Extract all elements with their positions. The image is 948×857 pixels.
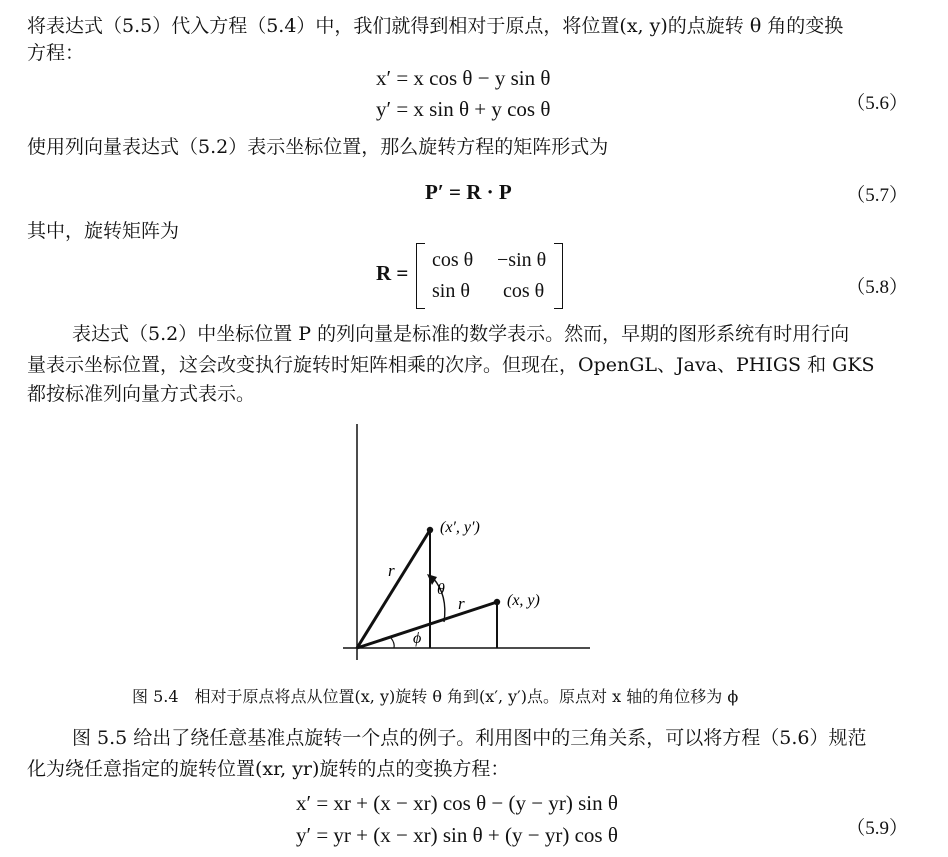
- label-r-original: r: [458, 594, 465, 613]
- paragraph-4-line-1: 表达式（5.2）中坐标位置 P 的列向量是标准的数学表示。然而，早期的图形系统有时用行向: [72, 323, 850, 345]
- matrix-m12: −sin θ: [497, 249, 547, 271]
- matrix-lhs: R =: [376, 261, 409, 285]
- equation-number-5-6: （5.6）: [846, 93, 908, 114]
- matrix-m22: cos θ: [503, 280, 545, 302]
- paragraph-3: 其中，旋转矩阵为: [27, 220, 180, 242]
- paragraph-4-line-2: 量表示坐标位置，这会改变执行旋转时矩阵相乘的次序。但现在，OpenGL、Java、PHIGS 和 GKS: [27, 354, 875, 376]
- paragraph-2: 使用列向量表达式（5.2）表示坐标位置，那么旋转方程的矩阵形式为: [27, 136, 609, 158]
- matrix-m11: cos θ: [432, 249, 474, 271]
- label-rotated-point: (x′, y′): [440, 519, 480, 536]
- phi-arc: [391, 638, 394, 648]
- theta-arrowhead: [427, 574, 437, 585]
- equation-5-6-line-2: y′ = x sin θ + y cos θ: [376, 97, 551, 121]
- paragraph-4-line-3: 都按标准列向量方式表示。: [27, 383, 256, 405]
- paragraph-1-line-2: 方程：: [27, 42, 85, 64]
- equation-number-5-8: （5.8）: [846, 277, 908, 298]
- paragraph-5-line-2: 化为绕任意指定的旋转位置(xr, yr)旋转的点的变换方程：: [27, 758, 510, 780]
- radius-line-original: [357, 602, 497, 648]
- paragraph-1-line-1: 将表达式（5.5）代入方程（5.4）中，我们就得到相对于原点，将位置(x, y)的点旋转 θ 角的变换: [27, 15, 844, 37]
- paragraph-5-line-1: 图 5.5 给出了绕任意基准点旋转一个点的例子。利用图中的三角关系，可以将方程（5.6）规范: [72, 727, 867, 749]
- figure-caption: 图 5.4 相对于原点将点从位置(x, y)旋转 θ 角到(x′, y′)点。原点对 x 轴的角位移为 ϕ: [132, 687, 739, 706]
- equation-number-5-9: （5.9）: [846, 818, 908, 839]
- equation-5-6-line-1: x′ = x cos θ − y sin θ: [376, 66, 551, 90]
- equation-5-7: P′ = R · P: [425, 180, 512, 204]
- label-theta: θ: [437, 581, 445, 598]
- equation-5-9-line-1: x′ = xr + (x − xr) cos θ − (y − yr) sin θ: [296, 791, 618, 815]
- original-point-marker: [494, 599, 500, 605]
- equation-number-5-7: （5.7）: [846, 185, 908, 206]
- matrix-m21: sin θ: [432, 280, 470, 302]
- label-original-point: (x, y): [507, 592, 540, 609]
- equation-5-9-line-2: y′ = yr + (x − xr) sin θ + (y − yr) cos θ: [296, 823, 618, 847]
- label-phi: ϕ: [413, 630, 422, 647]
- rotated-point-marker: [427, 527, 433, 533]
- label-r-rotated: r: [388, 561, 395, 580]
